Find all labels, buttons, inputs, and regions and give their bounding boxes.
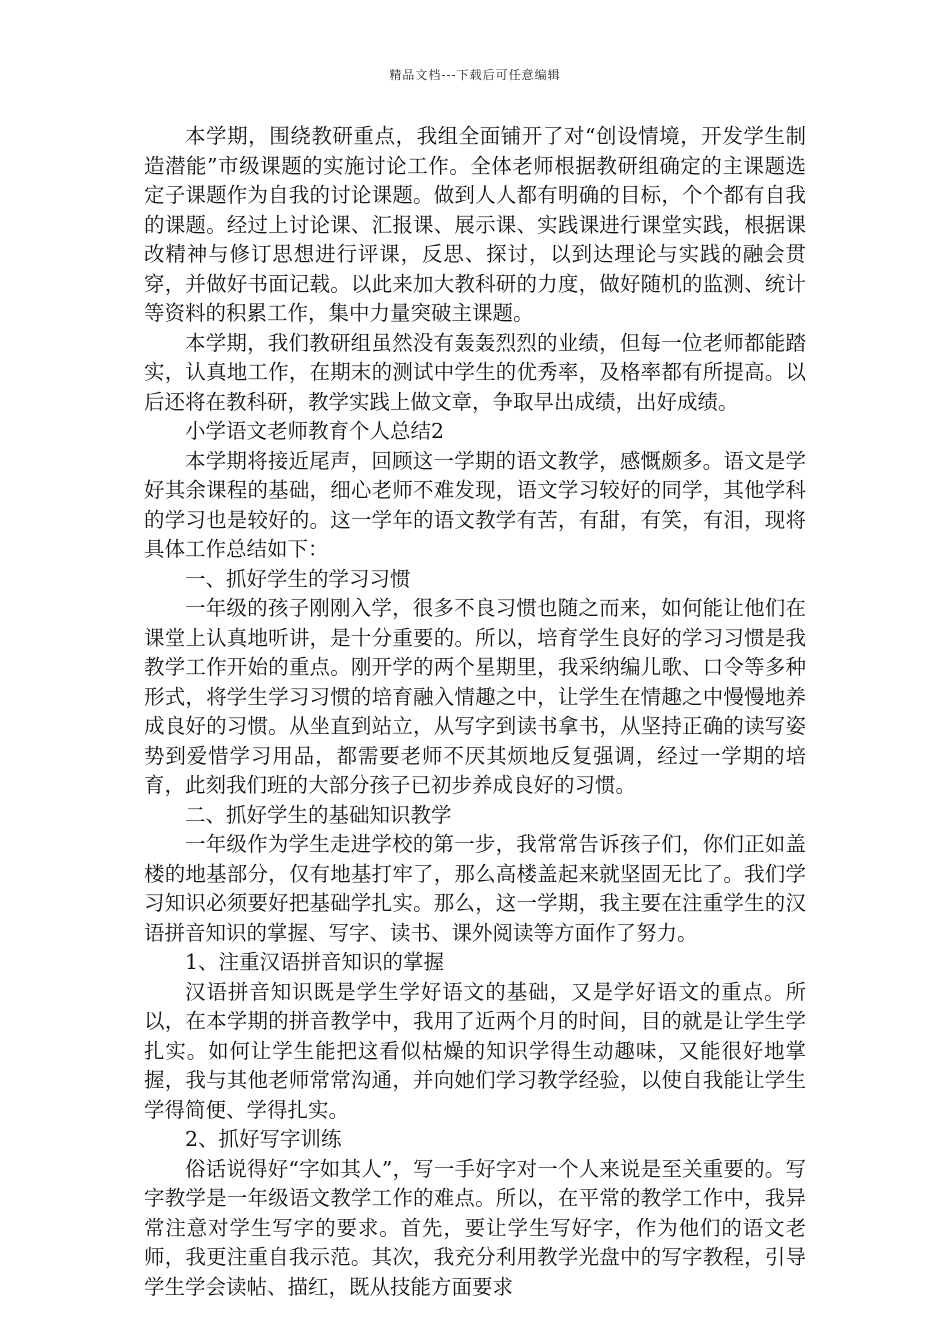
paragraph-study-habits: 一年级的孩子刚刚入学，很多不良习惯也随之而来，如何能让他们在课堂上认真地听讲，是十分重要的。所以，培育学生良好的学习习惯是我教学工作开始的重点。刚开学的两个星期里，我采纳编儿歌、口令等多种形式，将学生学习习惯的培育融入情趣之中，让学生在情趣之中慢慢地养成良好的习惯。从坐直到站立，从写字到读书拿书，从坚持正确的读写姿势到爱惜学习用品，都需要老师不厌其烦地反复强调，经过一学期的培育，此刻我们班的大部分孩子已初步养成良好的习惯。 xyxy=(144,596,806,797)
heading-basic-knowledge: 二、抓好学生的基础知识教学 xyxy=(185,802,452,827)
heading-study-habits: 一、抓好学生的学习习惯 xyxy=(185,566,411,591)
document-body xyxy=(144,122,806,1302)
page-header: 精品文档---下载后可任意编辑 xyxy=(389,68,561,82)
heading-writing: 2、抓好写字训练 xyxy=(185,1127,342,1151)
paragraph-basic-knowledge: 一年级作为学生走进学校的第一步，我常常告诉孩子们，你们正如盖楼的地基部分，仅有地基打牢了，那么高楼盖起来就坚固无比了。我们学习知识必须要好把基础学扎实。那么，这一学期，我主要在注重学生的汉语拼音知识的掌握、写字、读书、课外阅读等方面作了努力。 xyxy=(144,832,806,945)
paragraph-intro: 本学期将接近尾声，回顾这一学期的语文教学，感慨颇多。语文是学好其余课程的基础，细心老师不难发现，语文学习较好的同学，其他学科的学习也是较好的。这一学年的语文教学有苦，有甜，有笑，有泪，现将具体工作总结如下： xyxy=(144,448,806,561)
paragraph-pinyin: 汉语拼音知识既是学生学好语文的基础，又是学好语文的重点。所以，在本学期的拼音教学中，我用了近两个月的时间，目的就是让学生学扎实。如何让学生能把这看似枯燥的知识学得生动趣味，又能很好地掌握，我与其他老师常常沟通，并向她们学习教学经验，以使自我能让学生学得简便、学得扎实。 xyxy=(144,979,806,1122)
paragraph-team-results: 本学期，我们教研组虽然没有轰轰烈烈的业绩，但每一位老师都能踏实，认真地工作，在期末的测试中学生的优秀率，及格率都有所提高。以后还将在教科研，教学实践上做文章，争取早出成绩，出好成绩。 xyxy=(144,330,806,414)
paragraph-writing: 俗话说得好“字如其人”，写一手好字对一个人来说是至关重要的。写字教学是一年级语文教学工作的难点。所以，在平常的教学工作中，我异常注意对学生写字的要求。首先，要让学生写好字，作为他们的语文老师，我更注重自我示范。其次，我充分利用教学光盘中的写字教程，引导学生学会读帖、描红，既从技能方面要求 xyxy=(144,1156,806,1299)
paragraph-research-summary: 本学期，围绕教研重点，我组全面铺开了对“创设情境，开发学生制造潜能”市级课题的实施讨论工作。全体老师根据教研组确定的主课题选定子课题作为自我的讨论课题。做到人人都有明确的目标，个个都有自我的课题。经过上讨论课、汇报课、展示课、实践课进行课堂实践，根据课改精神与修订思想进行评课，反思、探讨，以到达理论与实践的融会贯穿，并做好书面记载。以此来加大教科研的力度，做好随机的监测、统计等资料的积累工作，集中力量突破主课题。 xyxy=(144,124,806,325)
section-title: 小学语文老师教育个人总结2 xyxy=(185,419,445,443)
heading-pinyin: 1、注重汉语拼音知识的掌握 xyxy=(185,950,445,974)
